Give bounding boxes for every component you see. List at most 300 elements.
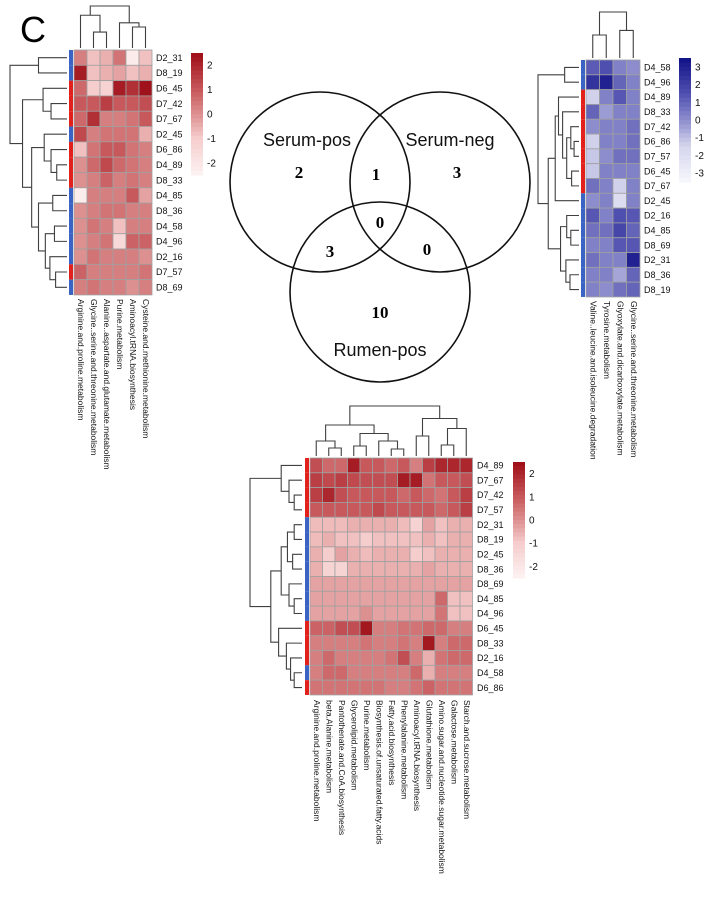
column-label: Phenylalanine.metabolism [399, 700, 410, 800]
legend-swatch [513, 516, 525, 521]
legend-swatch [679, 80, 691, 85]
heatmap-cell [410, 532, 423, 547]
legend-tick-label: 1 [207, 85, 213, 97]
heatmap-cell [398, 488, 411, 503]
heatmap-cell [360, 562, 373, 577]
row-label: D7_67 [477, 475, 504, 486]
heatmap-cell [373, 473, 386, 488]
row-annotation [581, 238, 585, 253]
heatmap-cell [113, 50, 126, 65]
row-label: D2_31 [477, 519, 504, 530]
legend-swatch [679, 147, 691, 152]
heatmap-cell [335, 606, 348, 621]
legend-swatch [679, 111, 691, 116]
heatmap-cell [600, 134, 614, 149]
heatmap-cell [74, 249, 87, 264]
column-dendrogram [593, 12, 634, 58]
heatmap-cell [460, 591, 473, 606]
heatmap-cell [423, 473, 436, 488]
heatmap-cell [410, 576, 423, 591]
legend-swatch [513, 545, 525, 550]
heatmap-cell [448, 680, 461, 695]
row-label: D2_31 [156, 52, 183, 63]
heatmap-cell [360, 636, 373, 651]
heatmap-cell [323, 517, 336, 532]
heatmap-cell [627, 149, 641, 164]
legend-swatch [191, 110, 203, 115]
legend-swatch [191, 105, 203, 110]
legend-swatch [513, 553, 525, 558]
heatmap-cell [310, 591, 323, 606]
row-annotation [69, 81, 73, 96]
heatmap-cell [448, 665, 461, 680]
row-annotation [69, 127, 73, 142]
heatmap-cell [385, 576, 398, 591]
heatmap-cell [435, 591, 448, 606]
legend-tick-label: 2 [207, 60, 213, 72]
heatmap-cell [310, 547, 323, 562]
heatmap-cell [113, 188, 126, 203]
row-annotation [69, 218, 73, 233]
heatmap-cell [100, 203, 113, 218]
legend-swatch [513, 570, 525, 575]
heatmap-cell [460, 621, 473, 636]
row-label: D4_85 [644, 225, 671, 236]
heatmap-cell [360, 591, 373, 606]
heatmap-cell [87, 81, 100, 96]
row-label: D4_96 [156, 236, 183, 247]
heatmap-cell [74, 111, 87, 126]
heatmap-cell [600, 267, 614, 282]
heatmap-cell [410, 621, 423, 636]
heatmap-cell [310, 502, 323, 517]
heatmap-cell [373, 532, 386, 547]
heatmap-cell [360, 680, 373, 695]
row-annotation [69, 172, 73, 187]
heatmap-cell [613, 267, 627, 282]
row-annotation [305, 680, 309, 695]
heatmap-cell [335, 517, 348, 532]
heatmap-cell [126, 81, 139, 96]
heatmap-cell [310, 621, 323, 636]
legend-swatch [513, 503, 525, 508]
heatmap-cell [385, 636, 398, 651]
heatmap-cell [87, 188, 100, 203]
heatmap-cell [74, 157, 87, 172]
heatmap-cell [385, 651, 398, 666]
legend-swatch [513, 524, 525, 529]
legend-tick-label: -2 [529, 561, 538, 573]
venn-label-serum-pos: Serum-pos [262, 130, 352, 150]
heatmap-cell [600, 238, 614, 253]
heatmap-cell [600, 75, 614, 90]
row-annotation [305, 576, 309, 591]
heatmap-cell [398, 680, 411, 695]
row-label: D8_36 [477, 564, 504, 575]
heatmap-cell [435, 651, 448, 666]
legend-swatch [191, 166, 203, 171]
legend-swatch [679, 62, 691, 67]
heatmap-cell [348, 473, 361, 488]
heatmap-cell [373, 665, 386, 680]
heatmap-cell [373, 488, 386, 503]
heatmap-cell [613, 134, 627, 149]
heatmap-cell [126, 234, 139, 249]
legend-swatch [191, 118, 203, 123]
heatmap-cell [460, 651, 473, 666]
heatmap-cell [398, 547, 411, 562]
row-label: D4_89 [477, 460, 504, 471]
column-label: Amino.sugar.and.nucleotide.sugar.metabolism [436, 700, 447, 874]
heatmap-cell [586, 267, 600, 282]
heatmap-cell [100, 50, 113, 65]
heatmap-cell [100, 96, 113, 111]
legend-swatch [679, 178, 691, 183]
legend-swatch [513, 557, 525, 562]
legend-swatch [191, 140, 203, 145]
column-label: Purine.metabolism [361, 700, 372, 771]
legend-swatch [513, 520, 525, 525]
heatmap-cell [586, 178, 600, 193]
heatmap-cell [435, 517, 448, 532]
heatmap-cell [348, 502, 361, 517]
heatmap-cell [613, 253, 627, 268]
legend-swatch [191, 79, 203, 84]
heatmap-cell [627, 223, 641, 238]
row-annotation [305, 606, 309, 621]
row-label: D4_85 [477, 593, 504, 604]
panel-label: C [20, 9, 46, 50]
legend-swatch [513, 528, 525, 533]
row-label: D7_57 [644, 151, 671, 162]
heatmap-cell [126, 111, 139, 126]
heatmap-cell [385, 517, 398, 532]
legend-tick-label: -3 [695, 168, 704, 180]
heatmap-cell [613, 119, 627, 134]
row-label: D8_69 [156, 282, 183, 293]
row-annotation [581, 134, 585, 149]
heatmap-cell [373, 517, 386, 532]
heatmap-cell [435, 680, 448, 695]
row-label: D2_16 [477, 653, 504, 664]
row-label: D7_67 [644, 181, 671, 192]
heatmap-cell [373, 502, 386, 517]
heatmap-cell [627, 104, 641, 119]
heatmap-cell [310, 532, 323, 547]
venn-label-rumen-pos: Rumen-pos [333, 340, 427, 360]
heatmap-cell [335, 636, 348, 651]
heatmap-cell [139, 172, 152, 187]
heatmap-cell [373, 591, 386, 606]
heatmap-cell [435, 606, 448, 621]
legend-swatch [679, 160, 691, 165]
heatmap-cell [323, 547, 336, 562]
heatmap-cell [74, 172, 87, 187]
row-annotation [581, 267, 585, 282]
heatmap-cell [410, 562, 423, 577]
venn-count-serumneg-rumenpos: 0 [422, 240, 432, 259]
heatmap-cell [87, 203, 100, 218]
heatmap-cell [586, 104, 600, 119]
heatmap-cell [385, 488, 398, 503]
heatmap-cell [323, 502, 336, 517]
heatmap-cell [373, 576, 386, 591]
heatmap-cell [113, 218, 126, 233]
heatmap-cell [435, 458, 448, 473]
legend-swatch [513, 561, 525, 566]
heatmap-cell [613, 223, 627, 238]
heatmap-cell [113, 264, 126, 279]
heatmap-cell [613, 90, 627, 105]
row-label: D6_45 [156, 83, 183, 94]
row-annotation [581, 164, 585, 179]
heatmap-cell [348, 636, 361, 651]
heatmap-cell [113, 111, 126, 126]
row-label: D7_57 [477, 505, 504, 516]
legend-swatch [513, 549, 525, 554]
legend-swatch [191, 123, 203, 128]
row-annotation [581, 253, 585, 268]
row-annotation [305, 591, 309, 606]
heatmap-cell [410, 547, 423, 562]
heatmap-cell [113, 157, 126, 172]
heatmap-cell [323, 591, 336, 606]
heatmap-cell [310, 680, 323, 695]
row-label: D8_69 [644, 240, 671, 251]
heatmap-cell [627, 90, 641, 105]
heatmap-cell [323, 636, 336, 651]
heatmap-cell [448, 576, 461, 591]
heatmap-cell [448, 636, 461, 651]
heatmap-cell [126, 96, 139, 111]
venn-label-serum-neg: Serum-neg [405, 130, 495, 150]
heatmap-cell [385, 621, 398, 636]
legend-swatch [191, 57, 203, 62]
heatmap-cell [360, 621, 373, 636]
row-annotation [581, 60, 585, 75]
heatmap-cell [335, 488, 348, 503]
row-label: D7_42 [477, 490, 504, 501]
heatmap-cell [74, 50, 87, 65]
heatmap-cell [410, 636, 423, 651]
row-annotation [69, 111, 73, 126]
heatmap-cell [398, 502, 411, 517]
heatmap-cell [373, 606, 386, 621]
heatmap-cell [398, 665, 411, 680]
row-annotation [69, 264, 73, 279]
heatmap-cell [323, 576, 336, 591]
legend-swatch [679, 89, 691, 94]
heatmap-cell [323, 488, 336, 503]
column-label: Purine.metabolism [115, 299, 125, 370]
heatmap-cell [398, 591, 411, 606]
column-label: Glycine..serine.and.threonine.metabolism [89, 299, 99, 456]
column-label: Biosynthesis.of.unsaturated.fatty.acids [374, 700, 385, 845]
heatmap-cell [410, 680, 423, 695]
heatmap-cell [373, 680, 386, 695]
heatmap-cell [139, 157, 152, 172]
heatmap-cell [460, 562, 473, 577]
heatmap-cell [100, 234, 113, 249]
heatmap-cell [100, 172, 113, 187]
heatmap-cell [398, 473, 411, 488]
row-label: D4_96 [477, 608, 504, 619]
heatmap-cell [100, 81, 113, 96]
row-annotation [581, 208, 585, 223]
heatmap-cell [310, 562, 323, 577]
row-annotation [581, 90, 585, 105]
heatmap-cell [126, 249, 139, 264]
heatmap-cell [410, 502, 423, 517]
heatmap-cell [360, 576, 373, 591]
legend-tick-label: 2 [695, 80, 701, 92]
heatmap-cell [385, 680, 398, 695]
heatmap-cell [310, 517, 323, 532]
row-annotation [69, 65, 73, 80]
heatmap-cell [310, 636, 323, 651]
legend-swatch [679, 71, 691, 76]
heatmap-cell [385, 502, 398, 517]
legend-tick-label: 0 [695, 115, 701, 127]
legend-swatch [191, 145, 203, 150]
heatmap-cell [600, 282, 614, 297]
heatmap-cell [360, 606, 373, 621]
legend-swatch [679, 164, 691, 169]
heatmap-cell [460, 547, 473, 562]
legend-swatch [679, 173, 691, 178]
row-annotation [581, 149, 585, 164]
heatmap-cell [410, 473, 423, 488]
heatmap-cell [139, 96, 152, 111]
legend-swatch [191, 88, 203, 93]
heatmap-cell [74, 142, 87, 157]
legend-swatch [679, 133, 691, 138]
legend-swatch [679, 102, 691, 107]
row-annotation [305, 502, 309, 517]
heatmap-cell [87, 264, 100, 279]
heatmap-cell [600, 178, 614, 193]
row-annotation [581, 178, 585, 193]
heatmap-cell [126, 142, 139, 157]
heatmap-cell [385, 473, 398, 488]
row-annotation [69, 234, 73, 249]
venn-circle-serum-pos [230, 92, 410, 272]
heatmap-cell [385, 532, 398, 547]
heatmap-cell [423, 621, 436, 636]
heatmap-cell [600, 149, 614, 164]
heatmap-cell [398, 517, 411, 532]
heatmap-cell [113, 142, 126, 157]
heatmap-cell [460, 576, 473, 591]
heatmap-cell [139, 127, 152, 142]
heatmap-cell [398, 651, 411, 666]
row-annotation [581, 223, 585, 238]
heatmap-cell [613, 208, 627, 223]
row-label: D8_36 [156, 205, 183, 216]
heatmap-cell [460, 606, 473, 621]
heatmap-cell [398, 636, 411, 651]
heatmap-cell [113, 65, 126, 80]
row-annotation [305, 458, 309, 473]
row-annotation [69, 203, 73, 218]
heatmap-cell [100, 157, 113, 172]
heatmap-cell [627, 164, 641, 179]
legend-tick-label: -1 [695, 133, 704, 145]
heatmap-cell [423, 488, 436, 503]
heatmap-cell [360, 532, 373, 547]
row-label: D4_89 [644, 92, 671, 103]
serum-pos-heatmap [10, 6, 216, 470]
heatmap-cell [310, 665, 323, 680]
heatmap-cell [385, 606, 398, 621]
heatmap-cell [360, 458, 373, 473]
column-dendrogram [316, 406, 466, 456]
row-label: D4_58 [156, 221, 183, 232]
legend-swatch [679, 98, 691, 103]
heatmap-cell [398, 576, 411, 591]
heatmap-cell [113, 280, 126, 295]
heatmap-cell [586, 223, 600, 238]
heatmap-cell [385, 458, 398, 473]
heatmap-cell [627, 178, 641, 193]
legend-swatch [513, 532, 525, 537]
row-label: D4_89 [156, 160, 183, 171]
row-annotation [305, 547, 309, 562]
legend-swatch [513, 474, 525, 479]
heatmap-cell [139, 203, 152, 218]
heatmap-cell [87, 111, 100, 126]
heatmap-cell [460, 488, 473, 503]
legend-swatch [513, 512, 525, 517]
heatmap-cell [139, 264, 152, 279]
legend-tick-label: -2 [695, 150, 704, 162]
legend-swatch [513, 495, 525, 500]
column-label: Cysteine.and.methionine.metabolism [141, 299, 151, 439]
heatmap-cell [448, 473, 461, 488]
heatmap-cell [460, 458, 473, 473]
legend-tick-label: 3 [695, 62, 701, 74]
legend-swatch [513, 541, 525, 546]
venn-count-rumen-pos-only: 10 [371, 303, 389, 322]
row-label: D4_96 [644, 77, 671, 88]
row-label: D6_45 [477, 623, 504, 634]
heatmap-cell [74, 81, 87, 96]
heatmap-cell [348, 606, 361, 621]
serum-neg-heatmap [538, 12, 704, 460]
heatmap-cell [348, 591, 361, 606]
heatmap-cell [600, 119, 614, 134]
legend-swatch [191, 66, 203, 71]
legend-swatch [679, 120, 691, 125]
heatmap-cell [398, 562, 411, 577]
column-label: Starch.and.sucrose.metabolism [461, 700, 472, 820]
heatmap-cell [373, 547, 386, 562]
column-label: Aminoacyl.tRNA.biosynthesis [128, 299, 138, 411]
heatmap-cell [373, 621, 386, 636]
heatmap-cell [448, 621, 461, 636]
legend-swatch [513, 491, 525, 496]
column-label: beta.Alanine.metabolism [324, 700, 335, 794]
column-label: Glyoxylate.and.dicarboxylate.metabolism [615, 301, 626, 456]
heatmap-cell [435, 473, 448, 488]
row-annotation [581, 119, 585, 134]
heatmap-cell [139, 111, 152, 126]
legend-swatch [513, 470, 525, 475]
heatmap-cell [335, 651, 348, 666]
heatmap-cell [423, 606, 436, 621]
row-label: D6_45 [644, 166, 671, 177]
column-label: Galactose.metabolism [449, 700, 460, 785]
